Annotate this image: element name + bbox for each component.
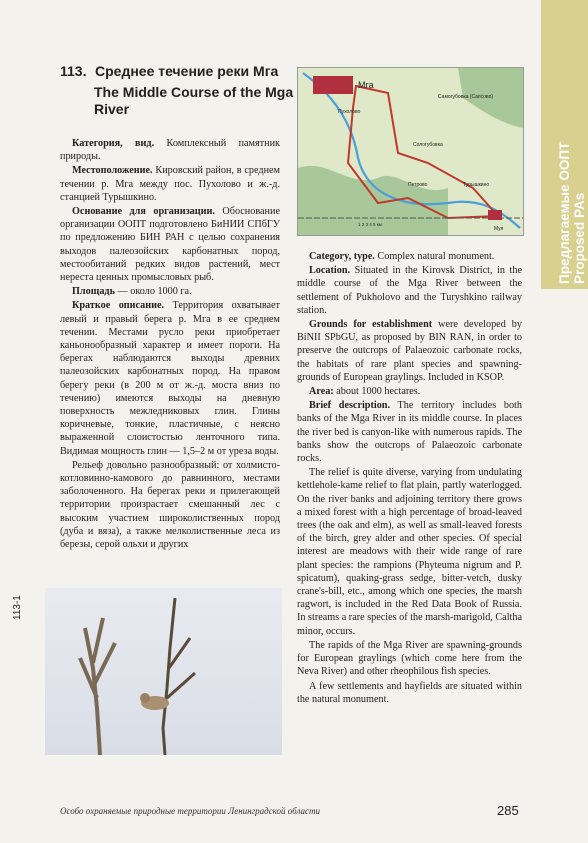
title-russian: Среднее течение реки Мга xyxy=(95,63,279,79)
paragraph xyxy=(60,164,280,204)
bird-head xyxy=(140,693,150,703)
paragraph-text: Территория охватывает левый и правый берега р. Мга в ее среднем течении. Местами русло реки приобретает каньонообразный характер и имеет пороги. На берегах наблюдаются выходы древних палеозойских карбонатных пород. На правом берегу реки (в 200 м от ж.-д. моста вниз по течению) имеются выходы на дневную поверхность межледниковых глин. Глины коричневые, тонкие, пластичные, с неясно выраженной слоистостью ленточного типа. Видимая мощность глин — 1,5–2 м от уреза воды. xyxy=(60,300,280,457)
map-label-petrovo: Петрово xyxy=(408,182,428,188)
paragraph xyxy=(60,137,280,163)
paragraph xyxy=(60,205,280,284)
map-scale-bar: 1 2 3 4 5 км xyxy=(358,222,382,227)
paragraph-label: Основание для организации. xyxy=(72,206,215,218)
footer-caption: Особо охраняемые природные территории Ленинградской области xyxy=(60,806,321,816)
paragraph-text: The territory includes both banks of the Mga River in its middle course. In places the river bed is canyon-like with numerous rapids. The banks show the outcrops of Palaeozoic carbonate rocks. xyxy=(297,400,522,465)
paragraph-text: The relief is quite diverse, varying from undulating kettlehole-kame relief to flat plain, partly waterlogged. On the river banks and adjoining territory there grows a mixed forest with a high percentage of broad-leaved trees (the oak and elm), as well as small-leaved forests of the birch, grey alder and other species. Of special interest are meadows with their wide range of rare plant species: the rampions (Phyteuma nigrum and P. spicatum), quaking-grass sedge, bitter-vetch, dusky crane's-bill, etc., among which one species, the marsh ragwort, is included in the Red Data Book of Russia. In streams a rare species of the marsh-marigold, Caltha minor, occurs. xyxy=(297,467,522,637)
paragraph xyxy=(297,466,522,638)
map-label-sologubovka: Сологубовка xyxy=(413,142,443,148)
map-label-muya: Муя xyxy=(494,226,504,232)
paragraph-label: Местоположение. xyxy=(72,165,153,177)
paragraph-label: Area: xyxy=(309,386,334,398)
paragraph-label: Площадь xyxy=(72,286,115,298)
paragraph-label: Категория, вид. xyxy=(72,138,155,149)
settlement-mga xyxy=(313,76,353,94)
map-label-samogubovka: Самогубовка (Сапсово) xyxy=(438,94,494,100)
section-tab-ru: Предлагаемые ООПТ xyxy=(557,141,572,284)
paragraph xyxy=(297,639,522,679)
photo-code: 113-1 xyxy=(12,595,23,620)
section-tab-en: Proposed PAs xyxy=(572,192,587,284)
map-label-pukholovo: Пухолово xyxy=(338,109,361,115)
paragraph-text: about 1000 hectares. xyxy=(333,386,421,398)
paragraph-text: The rapids of the Mga River are spawning-grounds for European graylings (which come here from the Neva River) and other rheophilous fish species. xyxy=(297,639,522,678)
section-tab-label xyxy=(557,142,587,284)
location-map xyxy=(297,67,524,236)
paragraph xyxy=(297,680,522,706)
paragraph xyxy=(60,459,280,551)
settlement-muya xyxy=(488,210,502,220)
paragraph xyxy=(297,385,522,398)
paragraph-label: Grounds for establishment xyxy=(309,319,433,331)
paragraph xyxy=(297,318,522,384)
paragraph-text: Рельеф довольно разнообразный: от холмисто-котловинно-камового до равнинного, местами заболоченного. На берегах реки и прилегающей территории произрастает смешанный лес с высоким участием широколиственных пород (дуба и вяза), а также мелколиственные леса из березы, серой ольхи и других xyxy=(60,459,280,551)
entry-number: 113. xyxy=(60,63,87,79)
paragraph-text: — около 1000 га. xyxy=(114,286,192,298)
map-label-mga: Мга xyxy=(358,80,374,90)
paragraph-text: Кировский район, в среднем течении р. Мга между пос. Пухолово и ж.-д. станцией Турышкино. xyxy=(60,165,280,203)
paragraph-label: Brief description. xyxy=(309,400,391,412)
title-english: The Middle Course of the Mga River xyxy=(94,84,294,117)
paragraph-text: Комплексный памятник природы. xyxy=(60,138,280,163)
paragraph-label: Location. xyxy=(309,265,351,277)
paragraph-label: Category, type. xyxy=(309,251,375,262)
paragraph-text: were developed by BiNII SPbGU, as proposed by BIN RAN, in order to preserve the outcrops of Palaeozoic carbonate rocks, the habitats of rare plant species and spawning-grounds of European graylings. Included in KSOP. xyxy=(297,319,522,383)
paragraph-text: Situated in the Kirovsk District, in the middle course of the Mga River between the settlement of Pukholovo and the Turyshkino railway station. xyxy=(297,265,522,316)
paragraph xyxy=(60,285,280,298)
page-number: 285 xyxy=(497,803,519,818)
bird-photo xyxy=(45,588,282,755)
russian-text-column xyxy=(60,137,280,552)
map-label-turyshkino: Турышкино xyxy=(463,182,490,188)
paragraph-label: Краткое описание. xyxy=(72,300,165,312)
paragraph xyxy=(60,299,280,457)
section-tab xyxy=(541,0,588,289)
paragraph xyxy=(297,250,522,263)
english-text-column xyxy=(297,250,522,707)
paragraph xyxy=(297,264,522,317)
paragraph-text: Обоснование организации ООПТ подготовлено БиНИИ СПбГУ по предложению БИН РАН с целью сохранения выходов палеозойских карбонатных пород, местообитаний редких видов растений, мест нереста ценных промысловых рыб. xyxy=(60,206,280,284)
paragraph-text: Complex natural monument. xyxy=(374,251,495,262)
paragraph-text: A few settlements and hayfields are situated within the natural monument. xyxy=(297,680,522,705)
paragraph xyxy=(297,399,522,465)
